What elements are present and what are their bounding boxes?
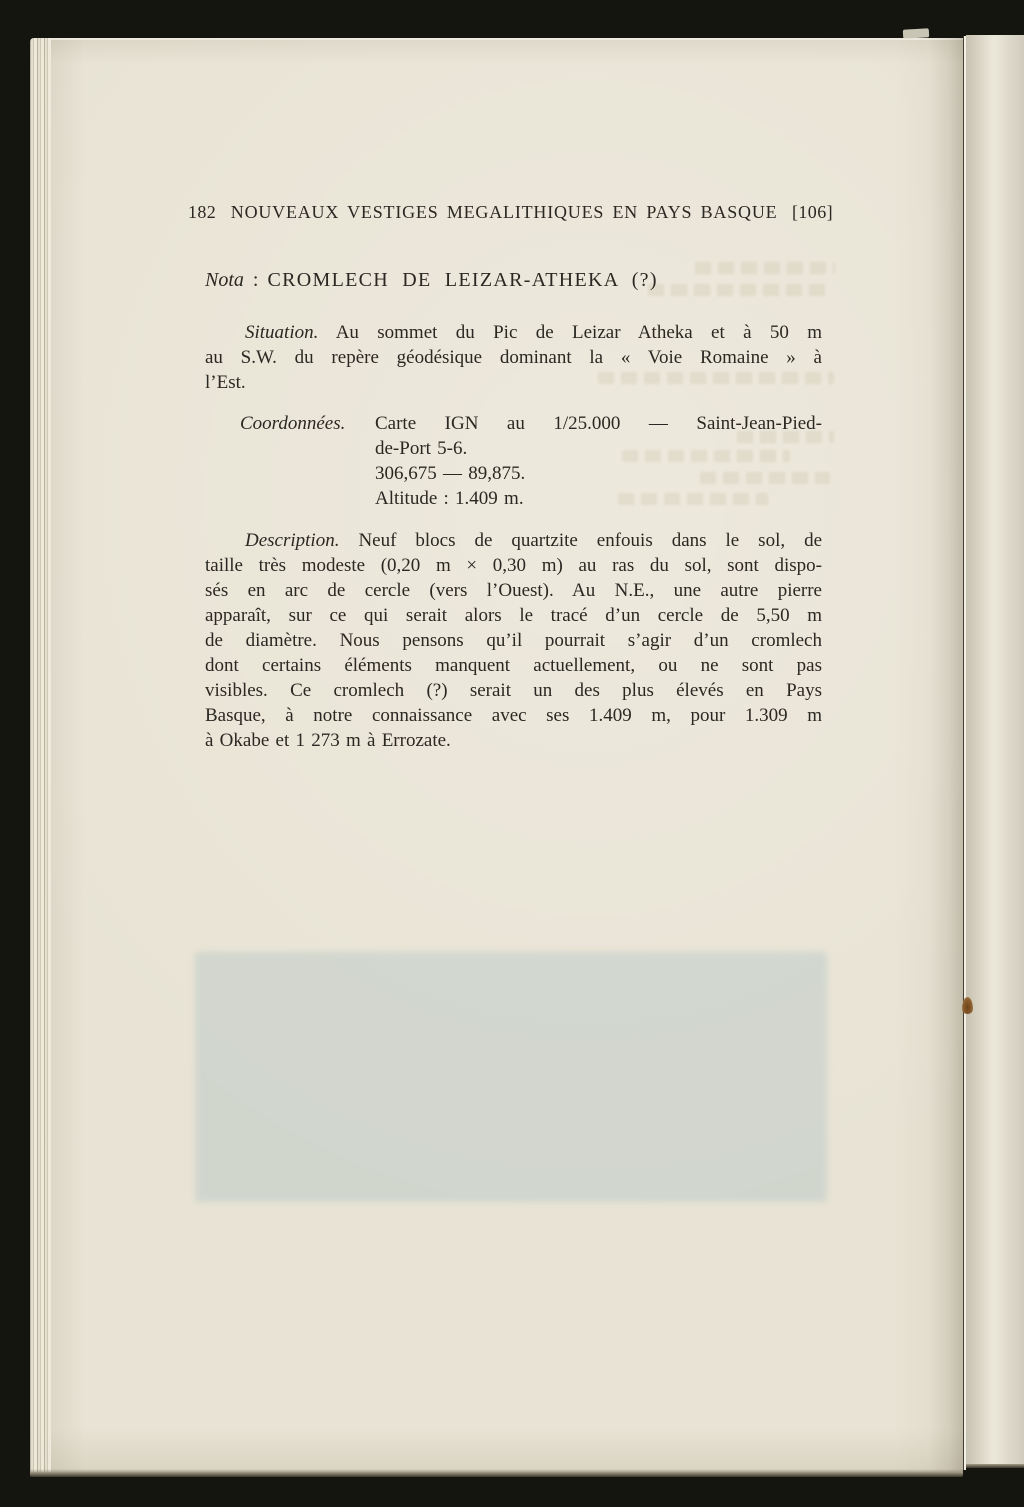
nota-heading	[205, 267, 658, 293]
coordonnees-label: Coordonnées.	[240, 413, 346, 434]
coordonnees-block	[205, 411, 822, 511]
text-line: visibles. Ce cromlech (?) serait un des plus élevés en Pays	[205, 680, 822, 701]
text-line-content: Neuf blocs de quartzite enfouis dans le sol, de	[358, 530, 822, 551]
text-line: apparaît, sur ce qui serait alors le tracé d’un cercle de 5,50 m	[205, 605, 822, 626]
coordonnees-row	[240, 411, 822, 436]
paper-sliver	[903, 28, 929, 38]
text-line: de diamètre. Nous pensons qu’il pourrait s’agir d’un cromlech	[205, 630, 822, 651]
page-bottom-edge	[30, 1472, 963, 1477]
text-line: sés en arc de cercle (vers l’Ouest). Au N.E., une autre pierre	[205, 580, 822, 601]
stain-spot	[962, 997, 973, 1014]
text-line	[205, 528, 822, 553]
page-number: 182	[188, 202, 217, 222]
nota-label: Nota	[205, 269, 244, 291]
show-through-ghost-line	[648, 284, 830, 296]
page-header	[188, 199, 833, 225]
text-line: taille très modeste (0,20 m × 0,30 m) au ras du sol, sont dispo-	[205, 555, 822, 576]
text-line	[205, 320, 822, 345]
show-through-photo	[195, 952, 827, 1202]
situation-label: Situation.	[245, 322, 319, 343]
facing-page-edge	[966, 35, 1024, 1466]
text-line: dont certains éléments manquent actuellement, ou ne sont pas	[205, 655, 822, 676]
coordonnees-line: Carte IGN au 1/25.000 — Saint-Jean-Pied-	[375, 413, 822, 434]
text-line: à Okabe et 1 273 m à Errozate.	[205, 730, 451, 751]
gutter-shadow	[929, 38, 963, 1474]
text-line: l’Est.	[205, 372, 246, 393]
header-reference: [106]	[792, 202, 833, 222]
running-title: NOUVEAUX VESTIGES MEGALITHIQUES EN PAYS BASQUE	[230, 202, 778, 222]
show-through-ghost-line	[695, 262, 835, 274]
coordonnees-line: Altitude : 1.409 m.	[375, 488, 524, 509]
facing-page-bottom-edge	[966, 1464, 1024, 1468]
text-line-content: Au sommet du Pic de Leizar Atheka et à 50 m	[335, 322, 823, 343]
description-paragraph	[205, 528, 822, 753]
text-line: au S.W. du repère géodésique dominant la « Voie Romaine » à	[205, 347, 822, 368]
text-line: Basque, à notre connaissance avec ses 1.409 m, pour 1.309 m	[205, 705, 822, 726]
gutter-crease	[963, 36, 966, 1470]
nota-title: CROMLECH DE LEIZAR-ATHEKA (?)	[267, 269, 658, 291]
book-page	[30, 38, 963, 1474]
coordonnees-line: 306,675 — 89,875.	[375, 463, 526, 484]
coordonnees-line: de-Port 5-6.	[375, 438, 468, 459]
nota-separator: :	[252, 269, 259, 291]
description-label: Description.	[245, 530, 340, 551]
page-stack-edges	[30, 38, 51, 1474]
situation-paragraph	[205, 320, 822, 395]
